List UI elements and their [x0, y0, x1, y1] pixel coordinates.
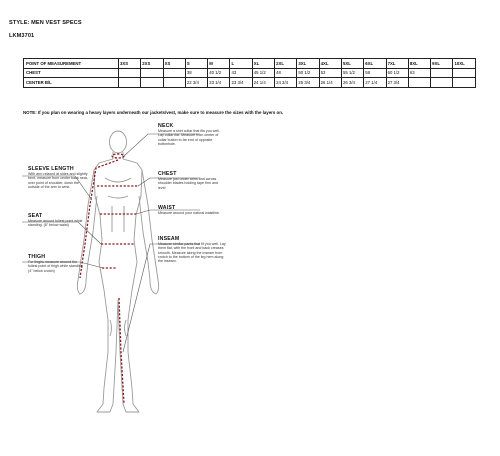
thigh-title: THIGH [28, 254, 46, 260]
table-cell [431, 68, 453, 78]
table-cell: 50 1/2 [297, 68, 319, 78]
sleeve-instructions: With arm relaxed at sides and slightly bent, measure from center back neck, over point of shoulder, down the outside of the arm to wrist. [28, 172, 89, 189]
column-header: 3XL [297, 59, 319, 69]
column-header: XL [252, 59, 274, 69]
table-cell: 43 [230, 68, 252, 78]
column-header: POINT OF MEASUREMENT [24, 59, 119, 69]
table-cell: 22 3/4 [185, 78, 207, 88]
table-cell: 48 [275, 68, 297, 78]
table-cell: 26 3/4 [341, 78, 363, 88]
column-header: 9XL [431, 59, 453, 69]
column-header: 6XL [364, 59, 386, 69]
table-cell [119, 78, 141, 88]
table-cell: 53 [319, 68, 341, 78]
table-cell [119, 68, 141, 78]
style-heading: STYLE: MEN VEST SPECS [9, 20, 82, 26]
measurement-lines [80, 154, 139, 404]
table-cell [408, 78, 430, 88]
inseam-instructions: Measure similar pants that fit you well. Lay them flat, with the front and back creases smooth. Measure along the inseam from crotch to the bottom of the leg hem along the inseam. [158, 242, 226, 264]
table-row [24, 68, 476, 78]
table-cell [163, 78, 185, 88]
table-cell [453, 78, 475, 88]
sleeve-title: SLEEVE LENGTH [28, 166, 74, 172]
table-cell: 58 [364, 68, 386, 78]
column-header: 2XL [275, 59, 297, 69]
table-cell: 45 1/2 [252, 68, 274, 78]
thigh-instructions: For thighs measure around the fullest point of thigh while standing (4" below crotch) [28, 260, 83, 273]
chest-callout [158, 171, 222, 190]
table-cell [141, 78, 163, 88]
chest-title: CHEST [158, 171, 177, 177]
table-cell: 26 1/4 [319, 78, 341, 88]
column-header: 8XL [408, 59, 430, 69]
column-header: 2XS [141, 59, 163, 69]
waist-title: WAIST [158, 205, 176, 211]
seat-instructions: Measure around fullest point while standing. (8" below waist) [28, 219, 83, 228]
column-header: S [185, 59, 207, 69]
table-cell: 40 1/2 [208, 68, 230, 78]
spec-table [23, 58, 476, 88]
neck-callout [158, 123, 222, 146]
chest-instructions: Measure just under arms and across shoulder blades holding tape firm and level [158, 177, 218, 190]
table-cell: 27 1/4 [364, 78, 386, 88]
table-cell: 24 1/4 [252, 78, 274, 88]
table-cell: 23 1/4 [208, 78, 230, 88]
row-label: CHEST [24, 68, 119, 78]
neck-instructions: Measure a shirt collar that fits you well. Lay collar flat. Measure from center of collar button to far end of opposite buttonhole. [158, 129, 220, 146]
column-header: M [208, 59, 230, 69]
neck-measure-line [112, 154, 124, 158]
table-cell [453, 68, 475, 78]
table-cell: 24 3/4 [275, 78, 297, 88]
seat-callout [28, 213, 86, 228]
table-header-row [24, 59, 476, 69]
sleeve-callout [28, 166, 90, 189]
column-header: 7XL [386, 59, 408, 69]
column-header: 5XL [341, 59, 363, 69]
table-cell [141, 68, 163, 78]
table-cell [163, 68, 185, 78]
table-row [24, 78, 476, 88]
table-cell: 38 [185, 68, 207, 78]
thigh-callout [28, 254, 86, 273]
column-header: XS [163, 59, 185, 69]
neck-title: NECK [158, 123, 174, 129]
column-header: 10XL [453, 59, 475, 69]
inseam-title: INSEAM [158, 236, 180, 242]
waist-callout [158, 205, 222, 215]
style-code: LKM3701 [9, 33, 35, 39]
table-cell: 55 1/2 [341, 68, 363, 78]
column-header: L [230, 59, 252, 69]
column-header: 3XS [119, 59, 141, 69]
layering-note: NOTE: If you plan on wearing a heavy layers underneath our jackets/vest, make sure to measure the sizes with the layers on. [23, 110, 284, 115]
seat-title: SEAT [28, 213, 43, 219]
table-cell [431, 78, 453, 88]
table-cell: 27 3/4 [386, 78, 408, 88]
table-cell: 25 3/4 [297, 78, 319, 88]
inseam-callout [158, 236, 226, 263]
column-header: 4XL [319, 59, 341, 69]
waist-instructions: Measure around your natural waistline. [158, 211, 220, 215]
table-cell: 63 [408, 68, 430, 78]
table-cell: 60 1/2 [386, 68, 408, 78]
inseam-measure-line [119, 298, 124, 404]
table-cell: 23 3/4 [230, 78, 252, 88]
row-label: CENTER B/L [24, 78, 119, 88]
